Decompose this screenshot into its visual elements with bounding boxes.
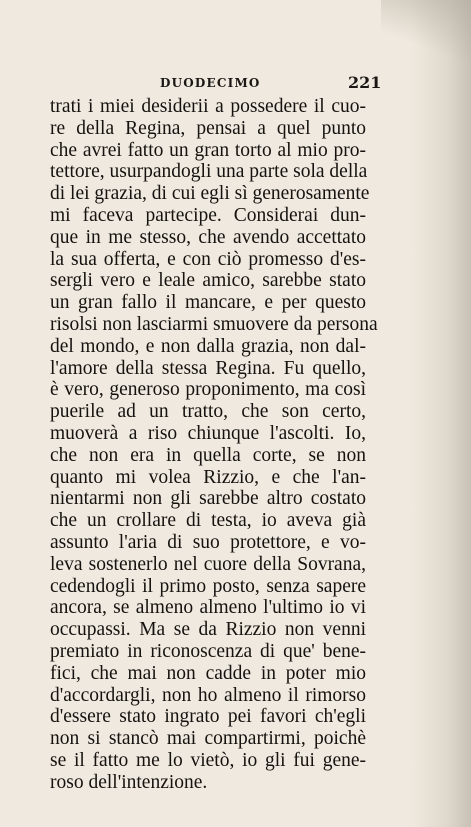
text-line: che avrei fatto un gran torto al mio pro- (50, 139, 366, 161)
text-line: muoverà a riso chiunque l'ascolti. Io, (50, 422, 366, 444)
text-line: sergli vero e leale amico, sarebbe stato (50, 270, 366, 292)
body-text (50, 96, 378, 794)
text-line: premiato in riconoscenza di que' bene- (50, 640, 366, 662)
text-line: leva sostenerlo nel cuore della Sovrana, (50, 553, 366, 575)
text-line: di lei grazia, di cui egli sì generosamente (50, 183, 370, 205)
text-line: è vero, generoso proponimento, ma così (50, 379, 366, 401)
chapter-title: DUODECIMO (160, 76, 261, 90)
text-line: che non era in quella corte, se non (50, 444, 366, 466)
text-line: d'essere stato ingrato pei favori ch'egli (50, 706, 366, 728)
text-line: trati i miei desiderii a possedere il cuo- (50, 96, 366, 117)
text-line: fici, che mai non cadde in poter mio (50, 662, 366, 684)
page-number: 221 (348, 73, 382, 92)
text-line: l'amore della stessa Regina. Fu quello, (50, 357, 366, 379)
text-line: nientarmi non gli sarebbe altro costato (50, 488, 366, 510)
text-line: ancora, se almeno almeno l'ultimo io vi (50, 597, 366, 619)
text-line: che un crollare di testa, io aveva già (50, 510, 366, 532)
running-head (0, 73, 471, 96)
text-line: cedendogli il primo posto, senza sapere (50, 575, 366, 597)
text-line: la sua offerta, e con ciò promesso d'es- (50, 248, 366, 270)
text-line: un gran fallo il mancare, e per questo (50, 292, 366, 314)
text-line: tettore, usurpandogli una parte sola della (50, 161, 368, 183)
text-line: d'accordargli, non ho almeno il rimorso (50, 684, 366, 706)
text-line: se il fatto me lo vietò, io gli fui gene- (50, 749, 366, 771)
text-line: roso dell'intenzione. (50, 771, 208, 793)
text-line: risolsi non lasciarmi smuovere da persona (50, 313, 378, 335)
text-line: assunto l'aria di suo protettore, e vo- (50, 531, 366, 553)
text-line: puerile ad un tratto, che son certo, (50, 401, 366, 423)
text-line: del mondo, e non dalla grazia, non dal- (50, 335, 366, 357)
text-line: quanto mi volea Rizzio, e che l'an- (50, 466, 366, 488)
text-line: occupassi. Ma se da Rizzio non venni (50, 619, 366, 641)
text-line: non si stancò mai compartirmi, poichè (50, 728, 366, 750)
page-edge-shadow (411, 0, 471, 827)
text-line: re della Regina, pensai a quel punto (50, 117, 366, 139)
text-line: mi faceva partecipe. Considerai dun- (50, 204, 366, 226)
text-line: que in me stesso, che avendo accettato (50, 226, 366, 248)
page-corner-shadow (381, 0, 471, 60)
